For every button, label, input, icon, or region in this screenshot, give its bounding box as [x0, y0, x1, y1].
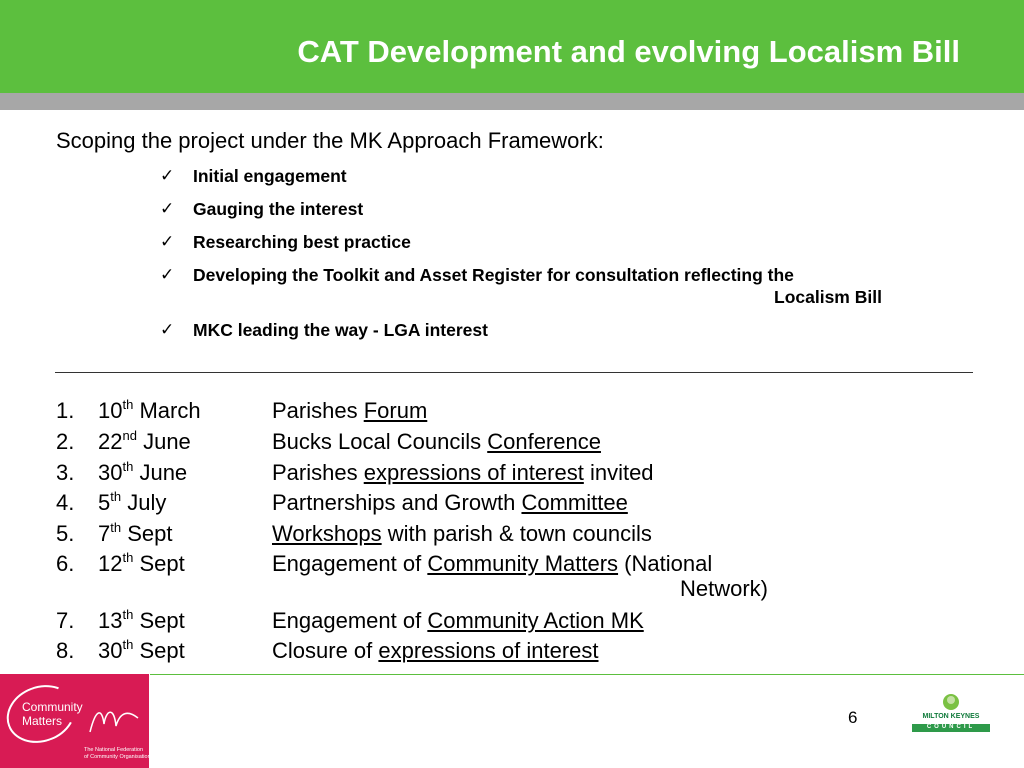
event-link[interactable]: Workshops: [272, 521, 382, 546]
checklist-item-text: MKC leading the way - LGA interest: [193, 320, 488, 340]
event-number: 3.: [56, 460, 75, 485]
logo-swirl-icon: [88, 704, 140, 736]
event-link[interactable]: expressions of interest: [363, 460, 584, 485]
event-description: Engagement of Community Action MK: [272, 608, 644, 633]
event-number: 5.: [56, 521, 75, 546]
event-date: 30th June: [98, 459, 188, 485]
event-date: 7th Sept: [98, 520, 173, 546]
event-number: 1.: [56, 398, 75, 423]
checklist-item-text: Initial engagement: [193, 166, 347, 186]
checkmark-icon: ✓: [160, 166, 175, 185]
event-description: Closure of expressions of interest: [272, 638, 599, 663]
event-number: 7.: [56, 608, 75, 633]
event-description: Bucks Local Councils Conference: [272, 429, 601, 454]
event-link[interactable]: Conference: [487, 429, 601, 454]
event-date: 5th July: [98, 489, 167, 515]
checklist-item-text: Gauging the interest: [193, 199, 364, 219]
slide-title: CAT Development and evolving Localism Bill: [297, 34, 960, 69]
header-bar: [0, 0, 1024, 93]
footer-divider: [150, 674, 1024, 675]
event-description: Engagement of Community Matters (National: [272, 551, 713, 576]
divider-line: [55, 372, 973, 373]
event-date: 10th March: [98, 397, 201, 423]
header-band: [0, 93, 1024, 110]
intro-text: Scoping the project under the MK Approach Framework:: [56, 128, 604, 153]
event-number: 6.: [56, 551, 75, 576]
event-link[interactable]: expressions of interest: [378, 638, 599, 663]
event-description: Parishes Forum: [272, 398, 428, 423]
checkmark-icon: ✓: [160, 265, 175, 284]
logo-council-text: COUNCIL: [926, 724, 976, 730]
checklist-item-text: Researching best practice: [193, 232, 411, 252]
event-number: 8.: [56, 638, 75, 663]
event-date: 12th Sept: [98, 550, 185, 576]
checklist-item-text-continued: Localism Bill: [774, 287, 882, 307]
event-link[interactable]: Forum: [363, 398, 428, 423]
community-matters-logo: [0, 674, 154, 768]
logo-text-line2: Matters: [22, 714, 63, 728]
logo-subtitle-line2: of Community Organisations: [84, 754, 154, 760]
event-link[interactable]: Community Matters: [427, 551, 619, 576]
event-description: Workshops with parish & town councils: [272, 521, 652, 546]
checkmark-icon: ✓: [160, 199, 175, 218]
checkmark-icon: ✓: [160, 320, 175, 339]
event-description-continued: Network): [680, 576, 769, 601]
event-date: 30th Sept: [98, 637, 185, 663]
event-description: Parishes expressions of interest invited: [272, 460, 654, 485]
event-number: 4.: [56, 490, 75, 515]
logo-name: MILTON KEYNES: [922, 713, 980, 720]
page-number: 6: [848, 708, 858, 727]
leaf-highlight-icon: [947, 696, 955, 704]
event-date: 22nd June: [98, 428, 191, 454]
event-date: 13th Sept: [98, 607, 185, 633]
event-link[interactable]: Committee: [521, 490, 628, 515]
milton-keynes-council-logo: [912, 694, 990, 736]
checklist-item-text: Developing the Toolkit and Asset Register for consultation reflecting the: [193, 265, 794, 285]
checkmark-icon: ✓: [160, 232, 175, 251]
event-description: Partnerships and Growth Committee: [272, 490, 628, 515]
event-number: 2.: [56, 429, 75, 454]
logo-text-line1: Community: [22, 700, 83, 714]
logo-subtitle-line1: The National Federation: [84, 747, 144, 753]
event-link[interactable]: Community Action MK: [427, 608, 644, 633]
